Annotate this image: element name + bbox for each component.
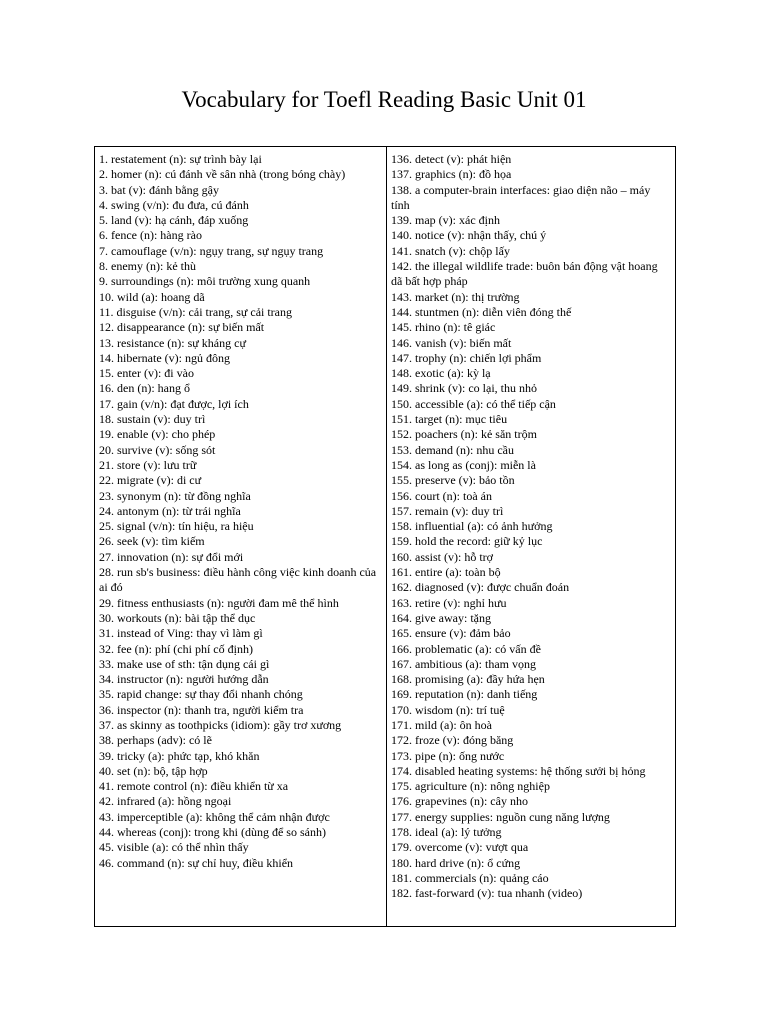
vocabulary-entry: 9. surroundings (n): môi trường xung quanh <box>99 274 311 289</box>
vocabulary-entry: 43. imperceptible (a): không thể cảm nhận được <box>99 809 330 824</box>
vocabulary-entry: 39. tricky (a): phức tạp, khó khăn <box>99 748 260 763</box>
vocabulary-entry: 174. disabled heating systems: hệ thống sưởi bị hỏng <box>391 763 646 778</box>
vocabulary-entry: 145. rhino (n): tê giác <box>391 320 496 335</box>
vocabulary-entry: 35. rapid change: sự thay đổi nhanh chóng <box>99 687 303 702</box>
vocabulary-entry: 19. enable (v): cho phép <box>99 427 216 442</box>
vocabulary-entry: 144. stuntmen (n): diễn viên đóng thế <box>391 304 572 319</box>
vocabulary-entry: 28. run sb's business: điều hành công việc kinh doanh của ai đó <box>99 565 377 595</box>
vocabulary-entry: 36. inspector (n): thanh tra, người kiểm tra <box>99 702 304 717</box>
vocabulary-entry: 138. a computer-brain interfaces: giao diện não – máy tính <box>391 182 651 212</box>
vocabulary-entry: 45. visible (a): có thể nhìn thấy <box>99 840 249 855</box>
vocabulary-entry: 34. instructor (n): người hướng dẫn <box>99 672 269 687</box>
vocabulary-entry: 161. entire (a): toàn bộ <box>391 565 501 580</box>
vocabulary-entry: 1. restatement (n): sự trình bày lại <box>99 152 262 166</box>
vocabulary-entry: 38. perhaps (adv): có lẽ <box>99 733 212 748</box>
vocabulary-entry: 146. vanish (v): biến mất <box>391 335 512 350</box>
vocabulary-entry: 41. remote control (n): điều khiển từ xa <box>99 779 289 794</box>
vocabulary-entry: 24. antonym (n): từ trái nghĩa <box>99 503 241 518</box>
document-title: Vocabulary for Toefl Reading Basic Unit 01 <box>181 87 587 112</box>
vocabulary-entry: 29. fitness enthusiasts (n): người đam mê thể hình <box>99 595 339 610</box>
vocabulary-entry: 175. agriculture (n): nông nghiệp <box>391 779 550 794</box>
vocabulary-entry: 5. land (v): hạ cánh, đáp xuống <box>99 213 249 228</box>
vocabulary-column-right <box>387 147 675 926</box>
vocabulary-table <box>94 146 676 927</box>
vocabulary-entry: 17. gain (v/n): đạt được, lợi ích <box>99 396 249 411</box>
vocabulary-entry: 148. exotic (a): kỳ lạ <box>391 366 491 381</box>
vocabulary-entry: 20. survive (v): sống sót <box>99 442 216 457</box>
vocabulary-entry: 176. grapevines (n): cây nho <box>391 794 528 809</box>
vocabulary-entry: 169. reputation (n): danh tiếng <box>391 687 538 702</box>
vocabulary-entry: 155. preserve (v): bảo tồn <box>391 473 515 488</box>
vocabulary-column-left <box>95 147 387 926</box>
vocabulary-entry: 149. shrink (v): co lại, thu nhỏ <box>391 381 537 396</box>
vocabulary-entry: 140. notice (v): nhận thấy, chú ý <box>391 228 547 243</box>
vocabulary-entry: 163. retire (v): nghỉ hưu <box>391 595 507 610</box>
vocabulary-entry: 177. energy supplies: nguồn cung năng lượng <box>391 809 610 824</box>
vocabulary-entry: 46. command (n): sự chỉ huy, điều khiển <box>99 855 294 870</box>
vocabulary-entry: 157. remain (v): duy trì <box>391 503 504 518</box>
vocabulary-entry: 30. workouts (n): bài tập thể dục <box>99 610 256 625</box>
vocabulary-entry: 10. wild (a): hoang dã <box>99 289 205 304</box>
vocabulary-entry: 152. poachers (n): kẻ săn trộm <box>391 427 537 442</box>
vocabulary-entry: 4. swing (v/n): đu đưa, cú đánh <box>99 197 249 212</box>
vocabulary-entry: 44. whereas (conj): trong khi (dùng để so sánh) <box>99 825 326 840</box>
vocabulary-entry: 26. seek (v): tìm kiếm <box>99 534 205 549</box>
vocabulary-entry: 154. as long as (conj): miễn là <box>391 457 536 472</box>
vocabulary-entry: 21. store (v): lưu trữ <box>99 457 197 472</box>
vocabulary-entry: 178. ideal (a): lý tưởng <box>391 825 502 840</box>
vocabulary-entry: 136. detect (v): phát hiện <box>391 152 512 166</box>
vocabulary-entry: 22. migrate (v): di cư <box>99 473 202 488</box>
vocabulary-entry: 160. assist (v): hỗ trợ <box>391 549 494 564</box>
vocabulary-entry: 42. infrared (a): hồng ngoại <box>99 794 232 809</box>
vocabulary-entry: 151. target (n): mục tiêu <box>391 412 508 427</box>
vocabulary-entry: 3. bat (v): đánh bằng gậy <box>99 182 219 197</box>
vocabulary-entry: 167. ambitious (a): tham vọng <box>391 656 536 671</box>
vocabulary-entry: 37. as skinny as toothpicks (idiom): gầy trơ xương <box>99 717 342 732</box>
vocabulary-entry: 6. fence (n): hàng rào <box>99 228 202 243</box>
vocabulary-entry: 172. froze (v): đóng băng <box>391 733 514 748</box>
vocabulary-entry: 32. fee (n): phí (chi phí cố định) <box>99 641 253 656</box>
vocabulary-entry: 15. enter (v): đi vào <box>99 366 194 381</box>
vocabulary-entry: 171. mild (a): ôn hoà <box>391 717 492 732</box>
vocabulary-entry: 156. court (n): toà án <box>391 488 492 503</box>
vocabulary-entry: 170. wisdom (n): trí tuệ <box>391 702 505 717</box>
vocabulary-entry: 147. trophy (n): chiến lợi phẩm <box>391 350 542 365</box>
vocabulary-entry: 139. map (v): xác định <box>391 213 500 228</box>
vocabulary-entry: 168. promising (a): đầy hứa hẹn <box>391 672 545 687</box>
vocabulary-entry: 40. set (n): bộ, tập hợp <box>99 763 208 778</box>
vocabulary-entry: 2. homer (n): cú đánh về sân nhà (trong bóng chày) <box>99 167 346 182</box>
vocabulary-entry: 23. synonym (n): từ đồng nghĩa <box>99 488 251 503</box>
vocabulary-entry: 14. hibernate (v): ngủ đông <box>99 350 230 365</box>
vocabulary-entry: 27. innovation (n): sự đổi mới <box>99 549 244 564</box>
vocabulary-entry: 13. resistance (n): sự kháng cự <box>99 335 246 350</box>
vocabulary-entry: 165. ensure (v): đảm bảo <box>391 626 511 641</box>
vocabulary-entry: 153. demand (n): nhu cầu <box>391 442 514 457</box>
vocabulary-entry: 182. fast-forward (v): tua nhanh (video) <box>391 886 583 901</box>
vocabulary-entry: 162. diagnosed (v): được chuẩn đoán <box>391 580 570 595</box>
vocabulary-entry: 25. signal (v/n): tín hiệu, ra hiệu <box>99 519 254 534</box>
vocabulary-entry: 142. the illegal wildlife trade: buôn bán động vật hoang dã bất hợp pháp <box>391 259 658 289</box>
vocabulary-entry: 181. commercials (n): quảng cáo <box>391 870 549 885</box>
vocabulary-entry: 12. disappearance (n): sự biến mất <box>99 320 265 335</box>
vocabulary-entry: 16. den (n): hang ổ <box>99 381 190 396</box>
vocabulary-entry: 11. disguise (v/n): cải trang, sự cải trang <box>99 304 293 319</box>
vocabulary-entry: 158. influential (a): có ảnh hưởng <box>391 519 553 534</box>
vocabulary-entry: 166. problematic (a): có vấn đề <box>391 641 541 656</box>
vocabulary-entry: 18. sustain (v): duy trì <box>99 412 206 427</box>
vocabulary-entry: 7. camouflage (v/n): ngụy trang, sự ngụy trang <box>99 243 324 258</box>
vocabulary-entry: 179. overcome (v): vượt qua <box>391 840 529 855</box>
vocabulary-entry: 143. market (n): thị trường <box>391 289 520 304</box>
vocabulary-entry: 8. enemy (n): kẻ thù <box>99 259 196 274</box>
vocabulary-entry: 164. give away: tặng <box>391 610 491 625</box>
vocabulary-entry: 180. hard drive (n): ổ cứng <box>391 855 521 870</box>
vocabulary-entry: 150. accessible (a): có thể tiếp cận <box>391 396 556 411</box>
vocabulary-entry: 33. make use of sth: tận dụng cái gì <box>99 656 270 671</box>
vocabulary-entry: 173. pipe (n): ống nước <box>391 748 505 763</box>
vocabulary-entry: 141. snatch (v): chộp lấy <box>391 243 510 258</box>
vocabulary-entry: 31. instead of Ving: thay vì làm gì <box>99 626 263 641</box>
vocabulary-entry: 137. graphics (n): đồ họa <box>391 167 512 182</box>
vocabulary-entry: 159. hold the record: giữ kỷ lục <box>391 534 543 549</box>
